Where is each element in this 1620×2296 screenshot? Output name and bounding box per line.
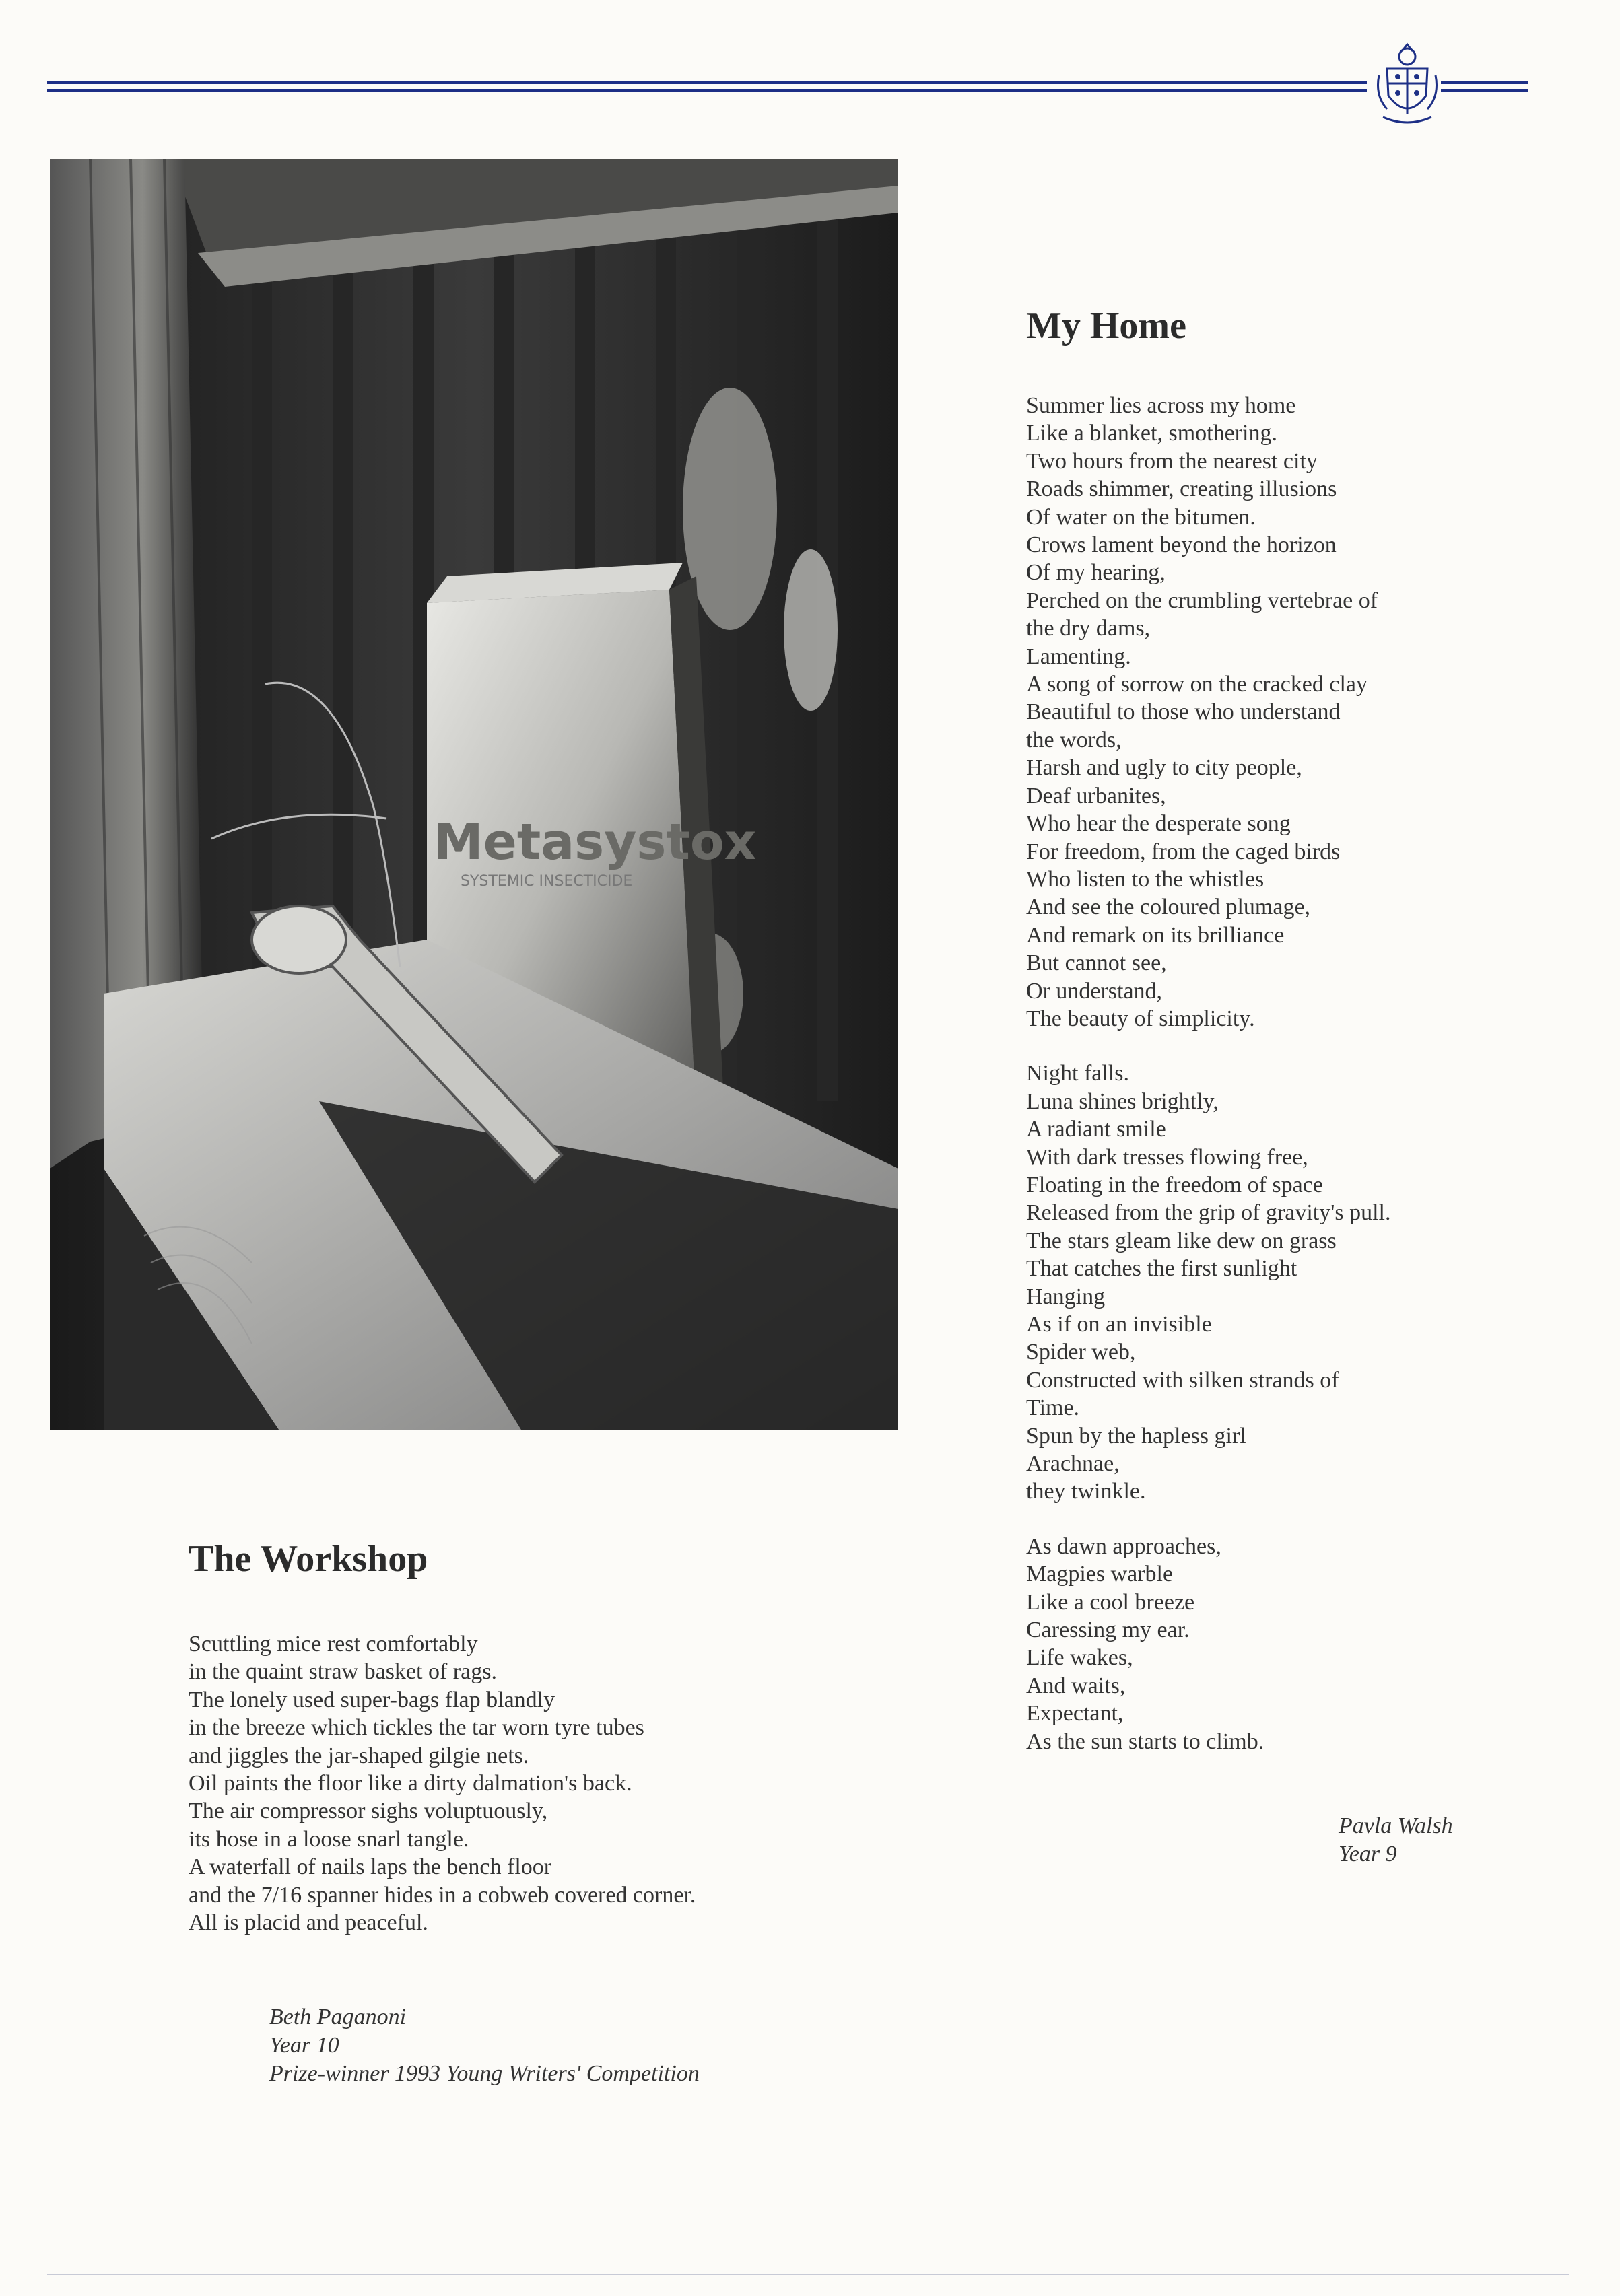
poem-line: the words, [1026,727,1122,753]
poem-line: For freedom, from the caged birds [1026,839,1341,864]
poem-line: Hanging [1026,1284,1106,1309]
myhome-poem [1026,392,1391,1782]
workshop-title: The Workshop [189,1538,428,1580]
poem-line: Who listen to the whistles [1026,866,1264,892]
poem-line: Roads shimmer, creating illusions [1026,477,1337,502]
poem-line: A radiant smile [1026,1117,1166,1142]
can-sub-label: SYSTEMIC INSECTICIDE [461,873,633,890]
myhome-credit [1339,1812,1453,1869]
poem-line: Expectant, [1026,1701,1124,1727]
poem-line: The air compressor sighs voluptuously, [189,1799,548,1824]
poem-line: Harsh and ugly to city people, [1026,755,1302,781]
poem-line: Life wakes, [1026,1645,1133,1671]
poem-line: Oil paints the floor like a dirty dalmation's back. [189,1771,632,1797]
header-rule-right-thin [1441,89,1528,92]
can-label: Metasystox [434,813,757,871]
poem-line: But cannot see, [1026,950,1167,976]
poem-line: Like a blanket, smothering. [1026,421,1277,446]
poem-line: in the quaint straw basket of rags. [189,1659,497,1685]
author-name: Pavla Walsh [1339,1813,1453,1838]
author-award: Prize-winner 1993 Young Writers' Competition [269,2061,700,2086]
poem-line: The stars gleam like dew on grass [1026,1228,1337,1253]
poem-line: Who hear the desperate song [1026,811,1291,837]
header-rule [47,81,1367,84]
poem-line: A song of sorrow on the cracked clay [1026,672,1368,697]
author-name: Beth Paganoni [269,2005,407,2029]
poem-line: As if on an invisible [1026,1312,1212,1337]
poem-line: Spun by the hapless girl [1026,1423,1246,1449]
footer-rule [47,2274,1569,2275]
poem-line: they twinkle. [1026,1479,1146,1504]
poem-line: Arachnae, [1026,1451,1120,1477]
poem-line: Beautiful to those who understand [1026,699,1341,725]
poem-line: the dry dams, [1026,616,1151,641]
school-crest-icon [1374,42,1441,129]
workshop-poem [189,1630,696,1937]
poem-line: Scuttling mice rest comfortably [189,1632,478,1657]
poem-line: Perched on the crumbling vertebrae of [1026,588,1378,613]
poem-line: And see the coloured plumage, [1026,895,1311,920]
author-year: Year 9 [1339,1842,1397,1867]
poem-line: Of my hearing, [1026,560,1166,586]
poem-line: That catches the first sunlight [1026,1256,1297,1282]
poem-stanza [1026,392,1391,1033]
poem-line: Night falls. [1026,1061,1129,1086]
poem-line: And waits, [1026,1673,1126,1698]
poem-line: And remark on its brilliance [1026,922,1285,948]
poem-line: and the 7/16 spanner hides in a cobweb covered corner. [189,1882,696,1908]
poem-line: A waterfall of nails laps the bench floor [189,1854,552,1880]
poem-line: Lamenting. [1026,643,1131,669]
myhome-title: My Home [1026,305,1186,347]
poem-line: Crows lament beyond the horizon [1026,532,1337,558]
workshop-credit [269,2003,700,2088]
poem-line: Of water on the bitumen. [1026,504,1256,530]
workshop-photograph [50,159,898,1430]
poem-line: Constructed with silken strands of [1026,1367,1339,1393]
poem-line: Released from the grip of gravity's pull. [1026,1200,1391,1226]
poem-line: Summer lies across my home [1026,393,1296,418]
poem-line: The lonely used super-bags flap blandly [189,1687,555,1712]
author-year: Year 10 [269,2033,339,2058]
poem-line: Floating in the freedom of space [1026,1172,1323,1197]
header-rule-thin [47,89,1367,92]
poem-line: Time. [1026,1395,1080,1421]
poem-line: Like a cool breeze [1026,1589,1195,1615]
poem-line: Deaf urbanites, [1026,783,1166,808]
poem-line: As the sun starts to climb. [1026,1729,1264,1754]
poem-line: Two hours from the nearest city [1026,448,1318,474]
poem-line: Luna shines brightly, [1026,1088,1219,1114]
poem-line: All is placid and peaceful. [189,1910,428,1936]
poem-line: Magpies warble [1026,1562,1174,1587]
poem-line: The beauty of simplicity. [1026,1006,1255,1031]
poem-line: Spider web, [1026,1340,1136,1365]
poem-line: As dawn approaches, [1026,1533,1221,1559]
poem-line: in the breeze which tickles the tar worn tyre tubes [189,1715,644,1741]
poem-line: With dark tresses flowing free, [1026,1144,1308,1170]
header-rule-right [1441,81,1528,84]
poem-stanza [1026,1533,1391,1755]
poem-stanza [1026,1059,1391,1506]
poem-line: its hose in a loose snarl tangle. [189,1826,469,1852]
poem-line: and jiggles the jar-shaped gilgie nets. [189,1743,529,1768]
poem-line: Caressing my ear. [1026,1617,1190,1643]
poem-line: Or understand, [1026,978,1163,1004]
